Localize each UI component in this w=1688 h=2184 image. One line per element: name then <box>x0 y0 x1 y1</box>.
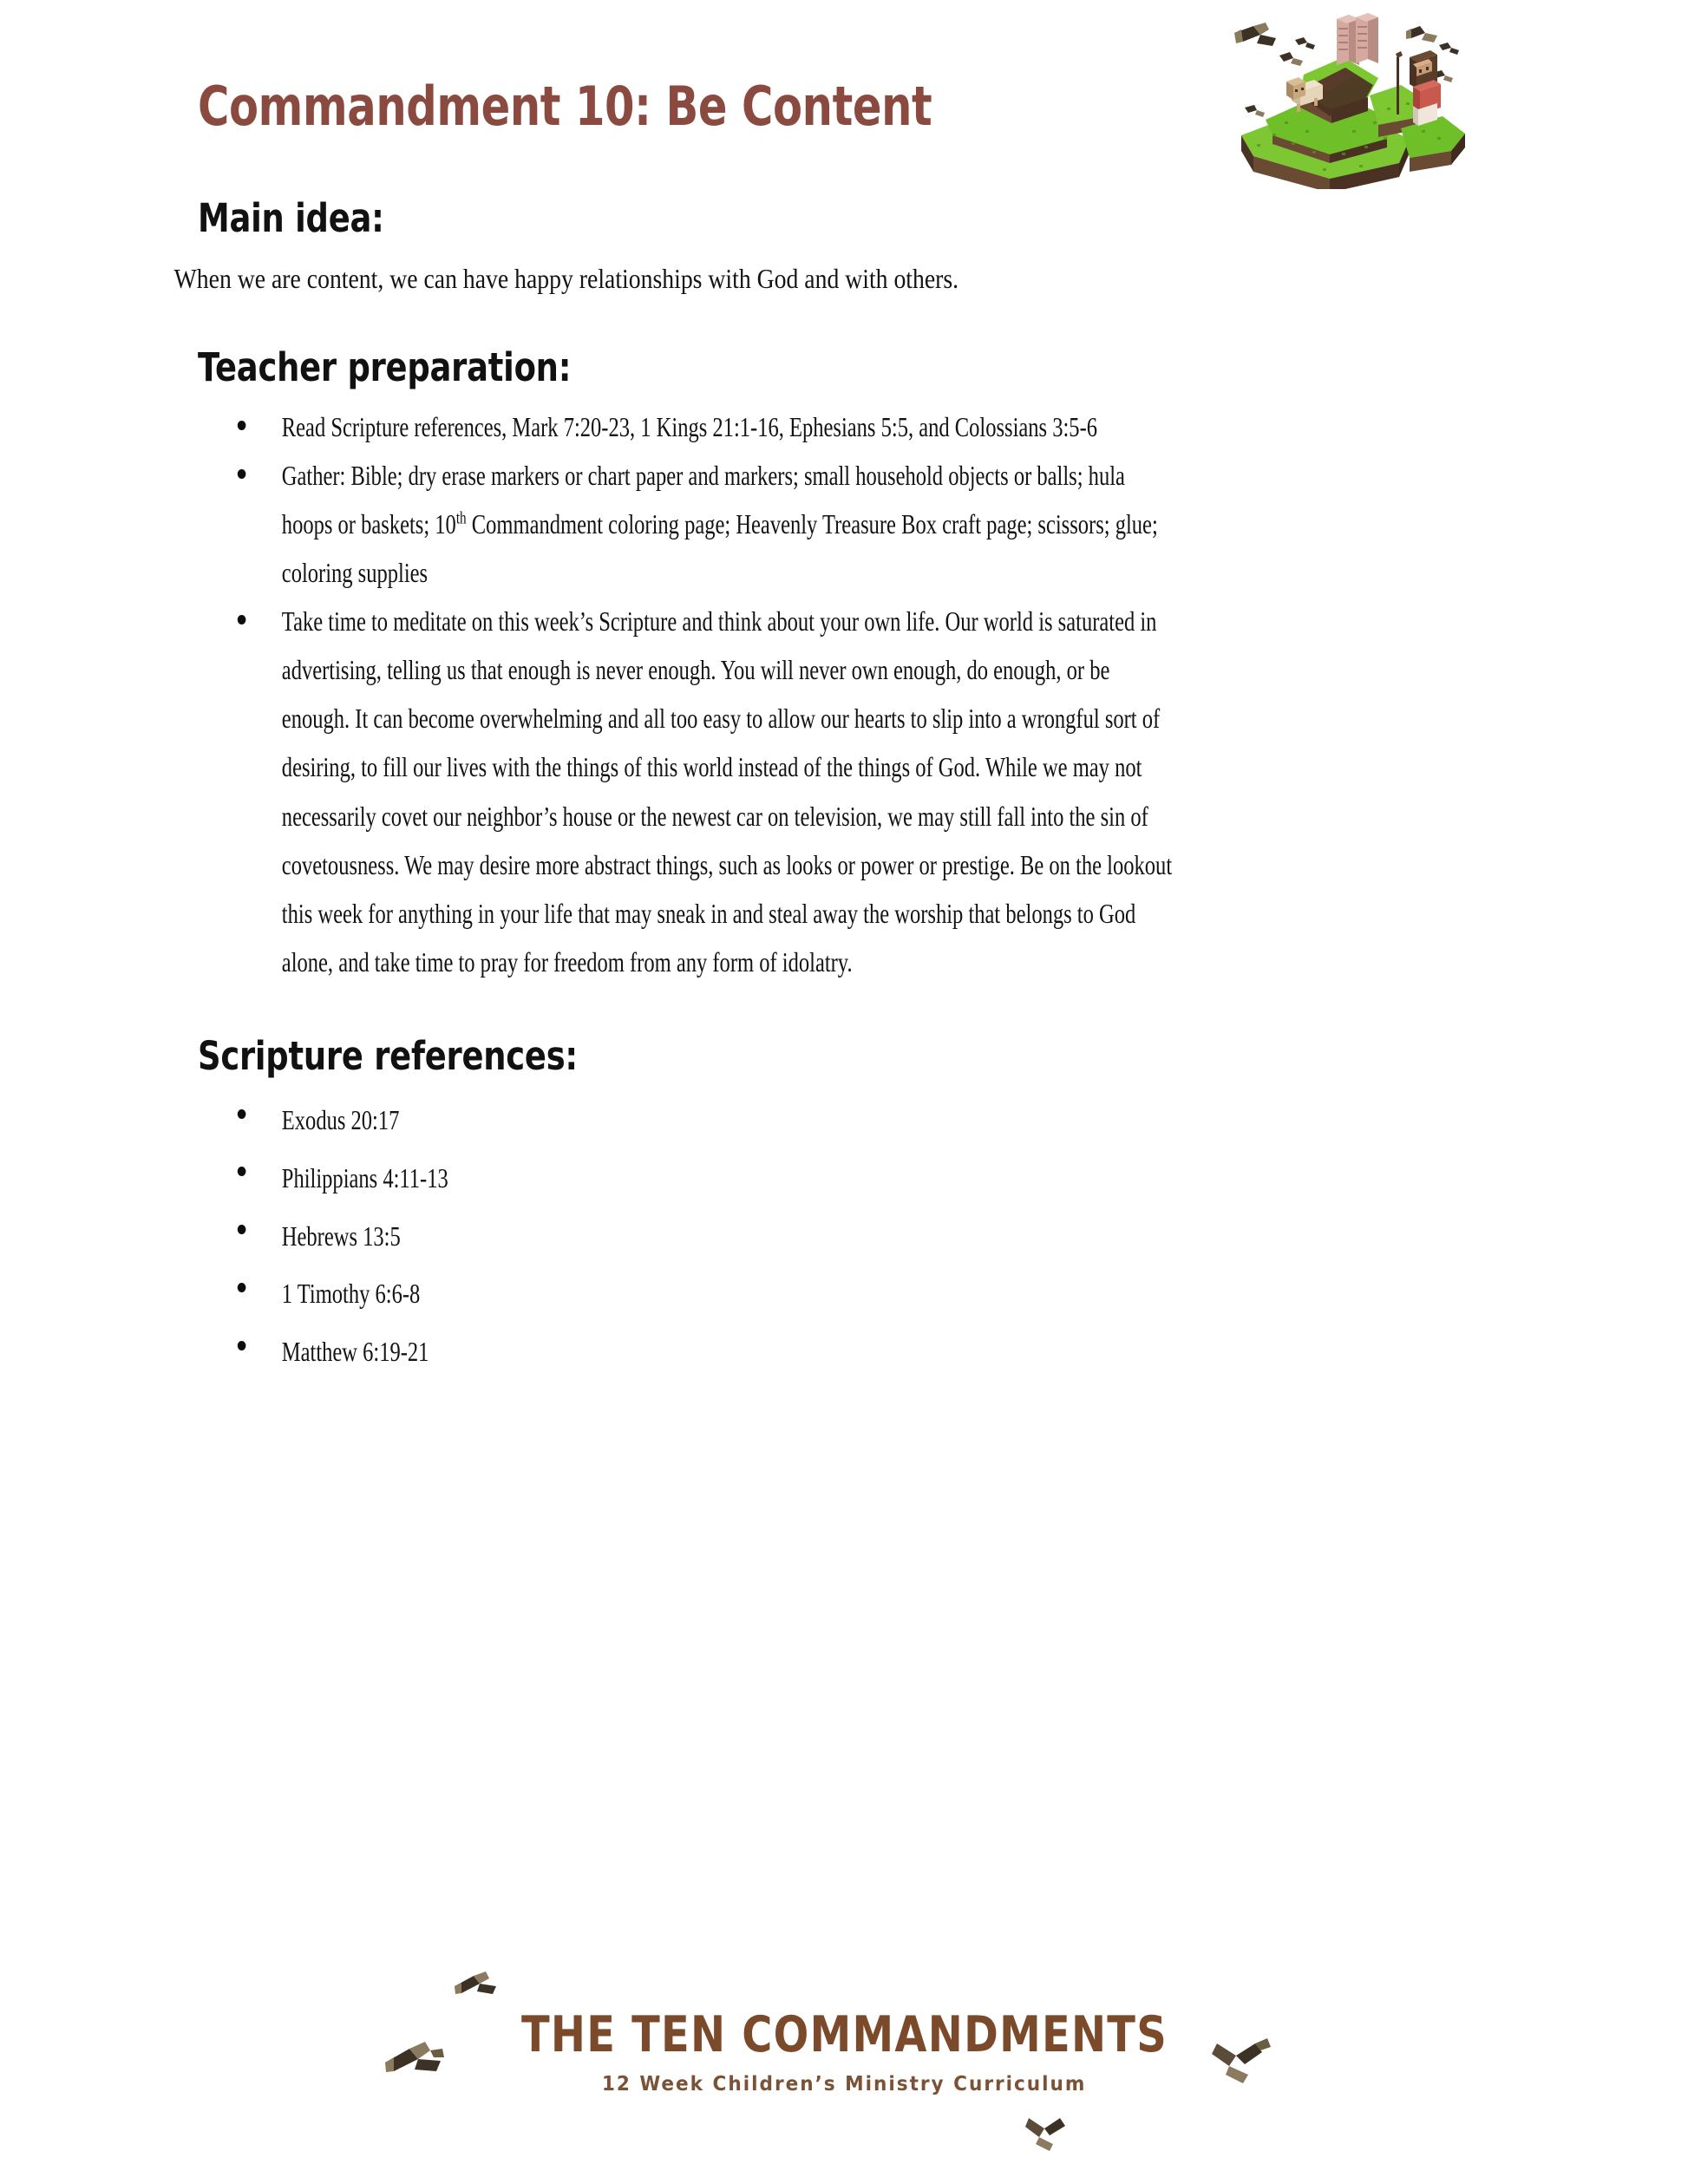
list-item <box>198 598 1509 987</box>
section-heading-main-idea: Main idea: <box>198 195 384 241</box>
ten-commandments-tablets-icon <box>1337 13 1378 65</box>
list-item-text: Exodus 20:17 <box>281 1105 400 1136</box>
list-item <box>198 1092 1509 1150</box>
page-title: Commandment 10: Be Content <box>198 75 932 138</box>
list-item <box>198 1150 1509 1208</box>
scripture-references-list <box>0 1092 1688 1382</box>
document-body <box>0 195 1688 1382</box>
list-item-text <box>282 452 1172 598</box>
list-item-text: 1 Timothy 6:6-8 <box>281 1278 421 1310</box>
page-footer <box>0 1939 1688 2165</box>
bullet-dot-icon <box>238 421 246 430</box>
bird-icon <box>1295 37 1315 49</box>
page-header <box>0 0 1688 199</box>
list-item <box>198 1324 1509 1382</box>
section-heading-teacher-preparation: Teacher preparation: <box>198 343 572 390</box>
list-item <box>198 1208 1509 1266</box>
list-item-text-part-1: Gather: Bible; dry erase markers or chart paper and markers; small household objects or balls; hula hoops or baskets; 10 <box>281 461 1125 540</box>
bullet-dot-icon <box>238 1341 246 1350</box>
footer-logo-title: THE TEN COMMANDMENTS <box>520 2006 1168 2063</box>
section-teacher-preparation <box>0 343 1688 987</box>
bullet-dot-icon <box>238 1109 246 1119</box>
footer-logo-subtitle: 12 Week Children’s Ministry Curriculum <box>601 2073 1087 2096</box>
footer-logo <box>0 2006 1688 2096</box>
list-item-text: Read Scripture references, Mark 7:20-23, 1 Kings 21:1-16, Ephesians 5:5, and Colossians 3:5-6 <box>281 412 1098 443</box>
list-item <box>198 452 1509 598</box>
teacher-preparation-list <box>0 403 1688 987</box>
bird-icon <box>1406 26 1437 43</box>
bird-icon <box>1279 52 1303 66</box>
list-item <box>198 403 1509 452</box>
bullet-dot-icon <box>238 1225 246 1234</box>
flying-bird-voxel-icon <box>451 1964 512 2007</box>
list-item-text: Philippians 4:11-13 <box>281 1162 448 1193</box>
list-item-text: Hebrews 13:5 <box>281 1220 401 1252</box>
section-main-idea <box>0 195 1688 298</box>
bird-icon <box>1234 23 1276 46</box>
ordinal-suffix: th <box>455 509 467 528</box>
mount-sinai-voxel-illustration <box>1182 7 1477 189</box>
bullet-dot-icon <box>238 469 246 479</box>
list-item-text: Matthew 6:19-21 <box>281 1337 429 1368</box>
list-item <box>198 1265 1509 1324</box>
bullet-dot-icon <box>238 1283 246 1292</box>
main-idea-paragraph: When we are content, we can have happy relationships with God and with others. <box>173 264 959 295</box>
section-heading-scripture-references: Scripture references: <box>198 1032 578 1079</box>
flying-bird-voxel-icon <box>1024 2102 1084 2151</box>
bird-icon <box>1439 43 1459 55</box>
list-item-text: Take time to meditate on this week’s Scripture and think about your own life. Our world is saturated in advertising, telling us that enough is never enough. You will never own enough, do enough, or be enough. It can become overwhelming and all too easy to allow our hearts to slip into a wrongful sort of desiring, to fill our lives with the things of this world instead of the things of God. While we may not necessarily covet our neighbor’s house or the newest car on television, we may still fall into the sin of covetousness. We may desire more abstract things, such as looks or power or prestige. Be on the lookout this week for anything in your life that may sneak in and steal away the worship that belongs to God alone, and take time to pray for freedom from any form of idolatry. <box>281 606 1173 978</box>
bird-icon <box>1245 105 1265 117</box>
list-item-text-part-2: Commandment coloring page; Heavenly Treasure Box craft page; scissors; glue; coloring supplies <box>281 509 1158 589</box>
bullet-dot-icon <box>238 615 246 624</box>
section-scripture-references <box>0 1032 1688 1382</box>
bullet-dot-icon <box>238 1167 246 1176</box>
